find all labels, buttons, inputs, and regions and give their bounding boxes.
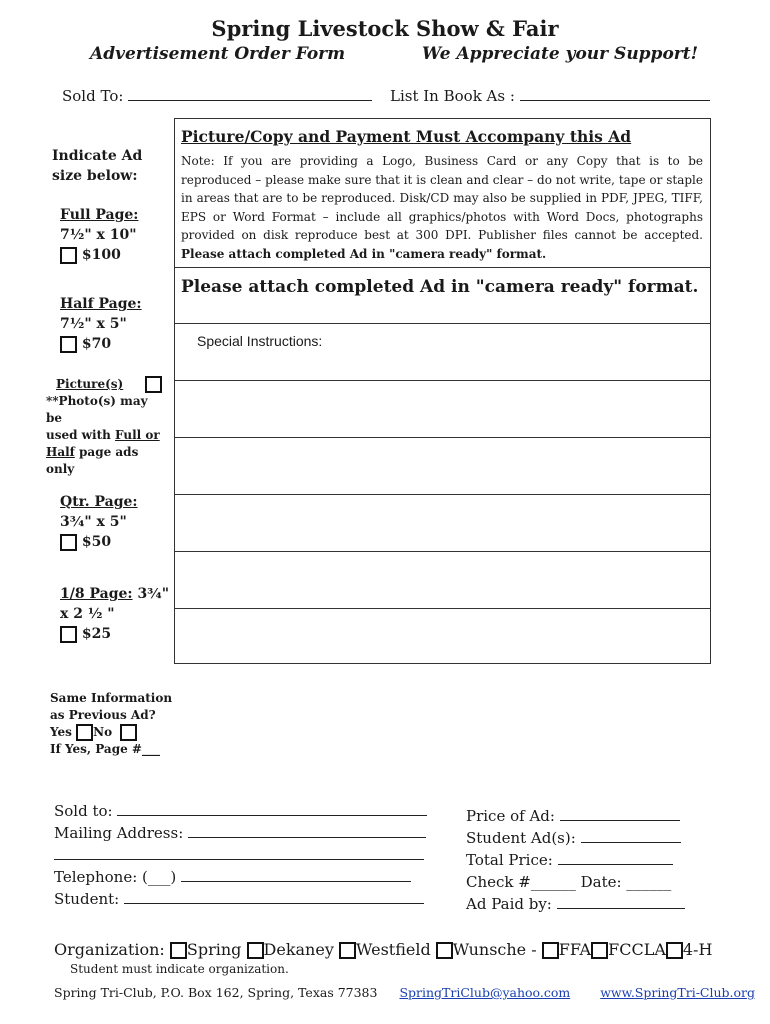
full-page-dims: 7½" x 10" — [60, 227, 137, 243]
same-info-line2: as Previous Ad? — [50, 708, 156, 722]
same-info-no-checkbox[interactable] — [120, 724, 137, 741]
same-info-section — [50, 690, 180, 758]
telephone-label: Telephone: (___) — [54, 868, 177, 886]
org-checkbox-ffa[interactable] — [542, 942, 559, 959]
pictures-checkbox[interactable] — [145, 376, 162, 393]
footer-address: Spring Tri-Club, P.O. Box 162, Spring, Texas 77383 — [54, 985, 378, 1000]
payment-section — [466, 805, 685, 915]
half-page-price: $70 — [81, 336, 112, 352]
qtr-page-option — [60, 492, 138, 552]
photo-note-half: Half — [46, 445, 75, 459]
pictures-label: Picture(s) — [56, 377, 124, 391]
student-line[interactable] — [124, 889, 424, 904]
org-checkbox-dekaney[interactable] — [247, 942, 264, 959]
telephone-field[interactable] — [54, 866, 427, 888]
footer-email-link[interactable]: SpringTriClub@yahoo.com — [399, 985, 571, 1000]
total-line[interactable] — [558, 850, 673, 865]
box-heading: Picture/Copy and Payment Must Accompany this Ad — [181, 127, 632, 146]
org-checkbox-4h[interactable] — [666, 942, 683, 959]
instruction-line[interactable] — [175, 380, 710, 381]
paid-by-field[interactable] — [466, 893, 685, 915]
photo-note-2: used with — [46, 428, 111, 442]
mailing-address-label: Mailing Address: — [54, 824, 184, 842]
org-checkbox-spring[interactable] — [170, 942, 187, 959]
mailing-address-line-2[interactable] — [54, 844, 427, 866]
org-wunsche: Wunsche - — [452, 940, 537, 959]
list-in-book-field[interactable] — [390, 86, 710, 105]
sold-to-field[interactable] — [62, 86, 372, 105]
same-info-no-label: No — [93, 725, 113, 739]
divider — [175, 267, 710, 268]
instruction-line[interactable] — [175, 551, 710, 552]
organization-note: Student must indicate organization. — [70, 962, 289, 976]
contact-sold-to[interactable] — [54, 800, 427, 822]
sold-to-label: Sold To: — [62, 87, 124, 105]
price-line[interactable] — [560, 806, 680, 821]
org-ffa: FFA — [558, 940, 592, 959]
telephone-line[interactable] — [181, 867, 411, 882]
org-4h: 4-H — [682, 940, 713, 959]
ad-content-box — [174, 118, 711, 664]
eighth-page-dims-1: 3¾" — [137, 586, 170, 602]
sold-to-line[interactable] — [128, 86, 372, 101]
half-page-label: Half Page: — [60, 296, 142, 312]
qtr-page-checkbox[interactable] — [60, 534, 77, 551]
photo-note-full: Full or — [115, 428, 160, 442]
form-subtitle: Advertisement Order Form — [90, 44, 346, 64]
instruction-line[interactable] — [175, 608, 710, 609]
org-fccla: FCCLA — [608, 940, 666, 959]
price-label: Price of Ad: — [466, 807, 555, 825]
org-dekaney: Dekaney — [263, 940, 334, 959]
special-instructions-label: Special Instructions: — [197, 333, 323, 349]
org-checkbox-wunsche[interactable] — [436, 942, 453, 959]
photo-note-3: page ads only — [46, 445, 139, 476]
contact-section — [54, 800, 427, 910]
pictures-option — [46, 376, 166, 478]
contact-sold-to-label: Sold to: — [54, 802, 113, 820]
qtr-page-label: Qtr. Page: — [60, 494, 138, 510]
org-westfield: Westfield — [355, 940, 431, 959]
organization-row — [54, 940, 712, 959]
student-ads-field[interactable] — [466, 827, 685, 849]
student-ads-label: Student Ad(s): — [466, 829, 576, 847]
check-date-field[interactable] — [466, 871, 685, 893]
appreciation-text: We Appreciate your Support! — [422, 44, 699, 64]
mailing-address-line[interactable] — [188, 823, 426, 838]
student-label: Student: — [54, 890, 120, 908]
org-checkbox-westfield[interactable] — [339, 942, 356, 959]
contact-sold-to-line[interactable] — [117, 801, 427, 816]
full-page-price: $100 — [81, 247, 121, 263]
total-label: Total Price: — [466, 851, 553, 869]
half-page-checkbox[interactable] — [60, 336, 77, 353]
same-info-line1: Same Information — [50, 691, 173, 705]
list-in-book-label: List In Book As : — [390, 87, 515, 105]
divider — [175, 323, 710, 324]
eighth-page-dims-2: x 2 ½ " — [60, 606, 115, 622]
attach-instruction: Please attach completed Ad in "camera ready" format. — [181, 277, 699, 297]
full-page-label: Full Page: — [60, 207, 139, 223]
eighth-page-price: $25 — [81, 626, 112, 642]
half-page-dims: 7½" x 5" — [60, 316, 127, 332]
photo-note-1: **Photo(s) may be — [46, 394, 148, 425]
half-page-option — [60, 294, 142, 354]
footer-website-link[interactable]: www.SpringTri-Club.org — [600, 985, 756, 1000]
same-info-yes-label: Yes — [50, 725, 72, 739]
box-note-text: Note: If you are providing a Logo, Business Card or any Copy that is to be reproduced – please make sure that it is clean and clear – do not write, tape or staple in areas that are to be reproduced. Disk/CD may also be supplied in PDF, JPEG, TIFF, EPS or Word Format – include all graphics/photos with Word Docs, photographs provided on disk reproduce best at 300 DPI. Publisher files cannot be accepted. — [181, 154, 703, 242]
eighth-page-label: 1/8 Page: — [60, 586, 133, 602]
total-field[interactable] — [466, 849, 685, 871]
instruction-line[interactable] — [175, 494, 710, 495]
qtr-page-price: $50 — [81, 534, 112, 550]
instruction-line[interactable] — [175, 437, 710, 438]
form-title: Spring Livestock Show & Fair — [211, 16, 559, 41]
org-checkbox-fccla[interactable] — [591, 942, 608, 959]
eighth-page-checkbox[interactable] — [60, 626, 77, 643]
org-spring: Spring — [186, 940, 242, 959]
paid-by-label: Ad Paid by: — [466, 895, 552, 913]
price-field[interactable] — [466, 805, 685, 827]
qtr-page-dims: 3¾" x 5" — [60, 514, 127, 530]
mailing-address[interactable] — [54, 822, 427, 844]
student-ads-line[interactable] — [581, 828, 681, 843]
check-date-label: Check #______ Date: ______ — [466, 873, 672, 891]
student-field[interactable] — [54, 888, 427, 910]
organization-label: Organization: — [54, 940, 165, 959]
eighth-page-option — [60, 584, 169, 644]
same-info-yes-checkbox[interactable] — [76, 724, 93, 741]
full-page-checkbox[interactable] — [60, 247, 77, 264]
address-line-2[interactable] — [54, 845, 424, 860]
indicate-size-label: Indicate Ad size below: — [52, 148, 143, 184]
paid-by-line[interactable] — [557, 894, 685, 909]
box-note — [181, 152, 703, 263]
same-info-page: If Yes, Page #___ — [50, 742, 160, 756]
box-note-bold: Please attach completed Ad in "camera ready" format. — [181, 246, 547, 261]
list-in-book-line[interactable] — [520, 86, 710, 101]
full-page-option — [60, 205, 138, 265]
footer — [54, 985, 755, 1000]
